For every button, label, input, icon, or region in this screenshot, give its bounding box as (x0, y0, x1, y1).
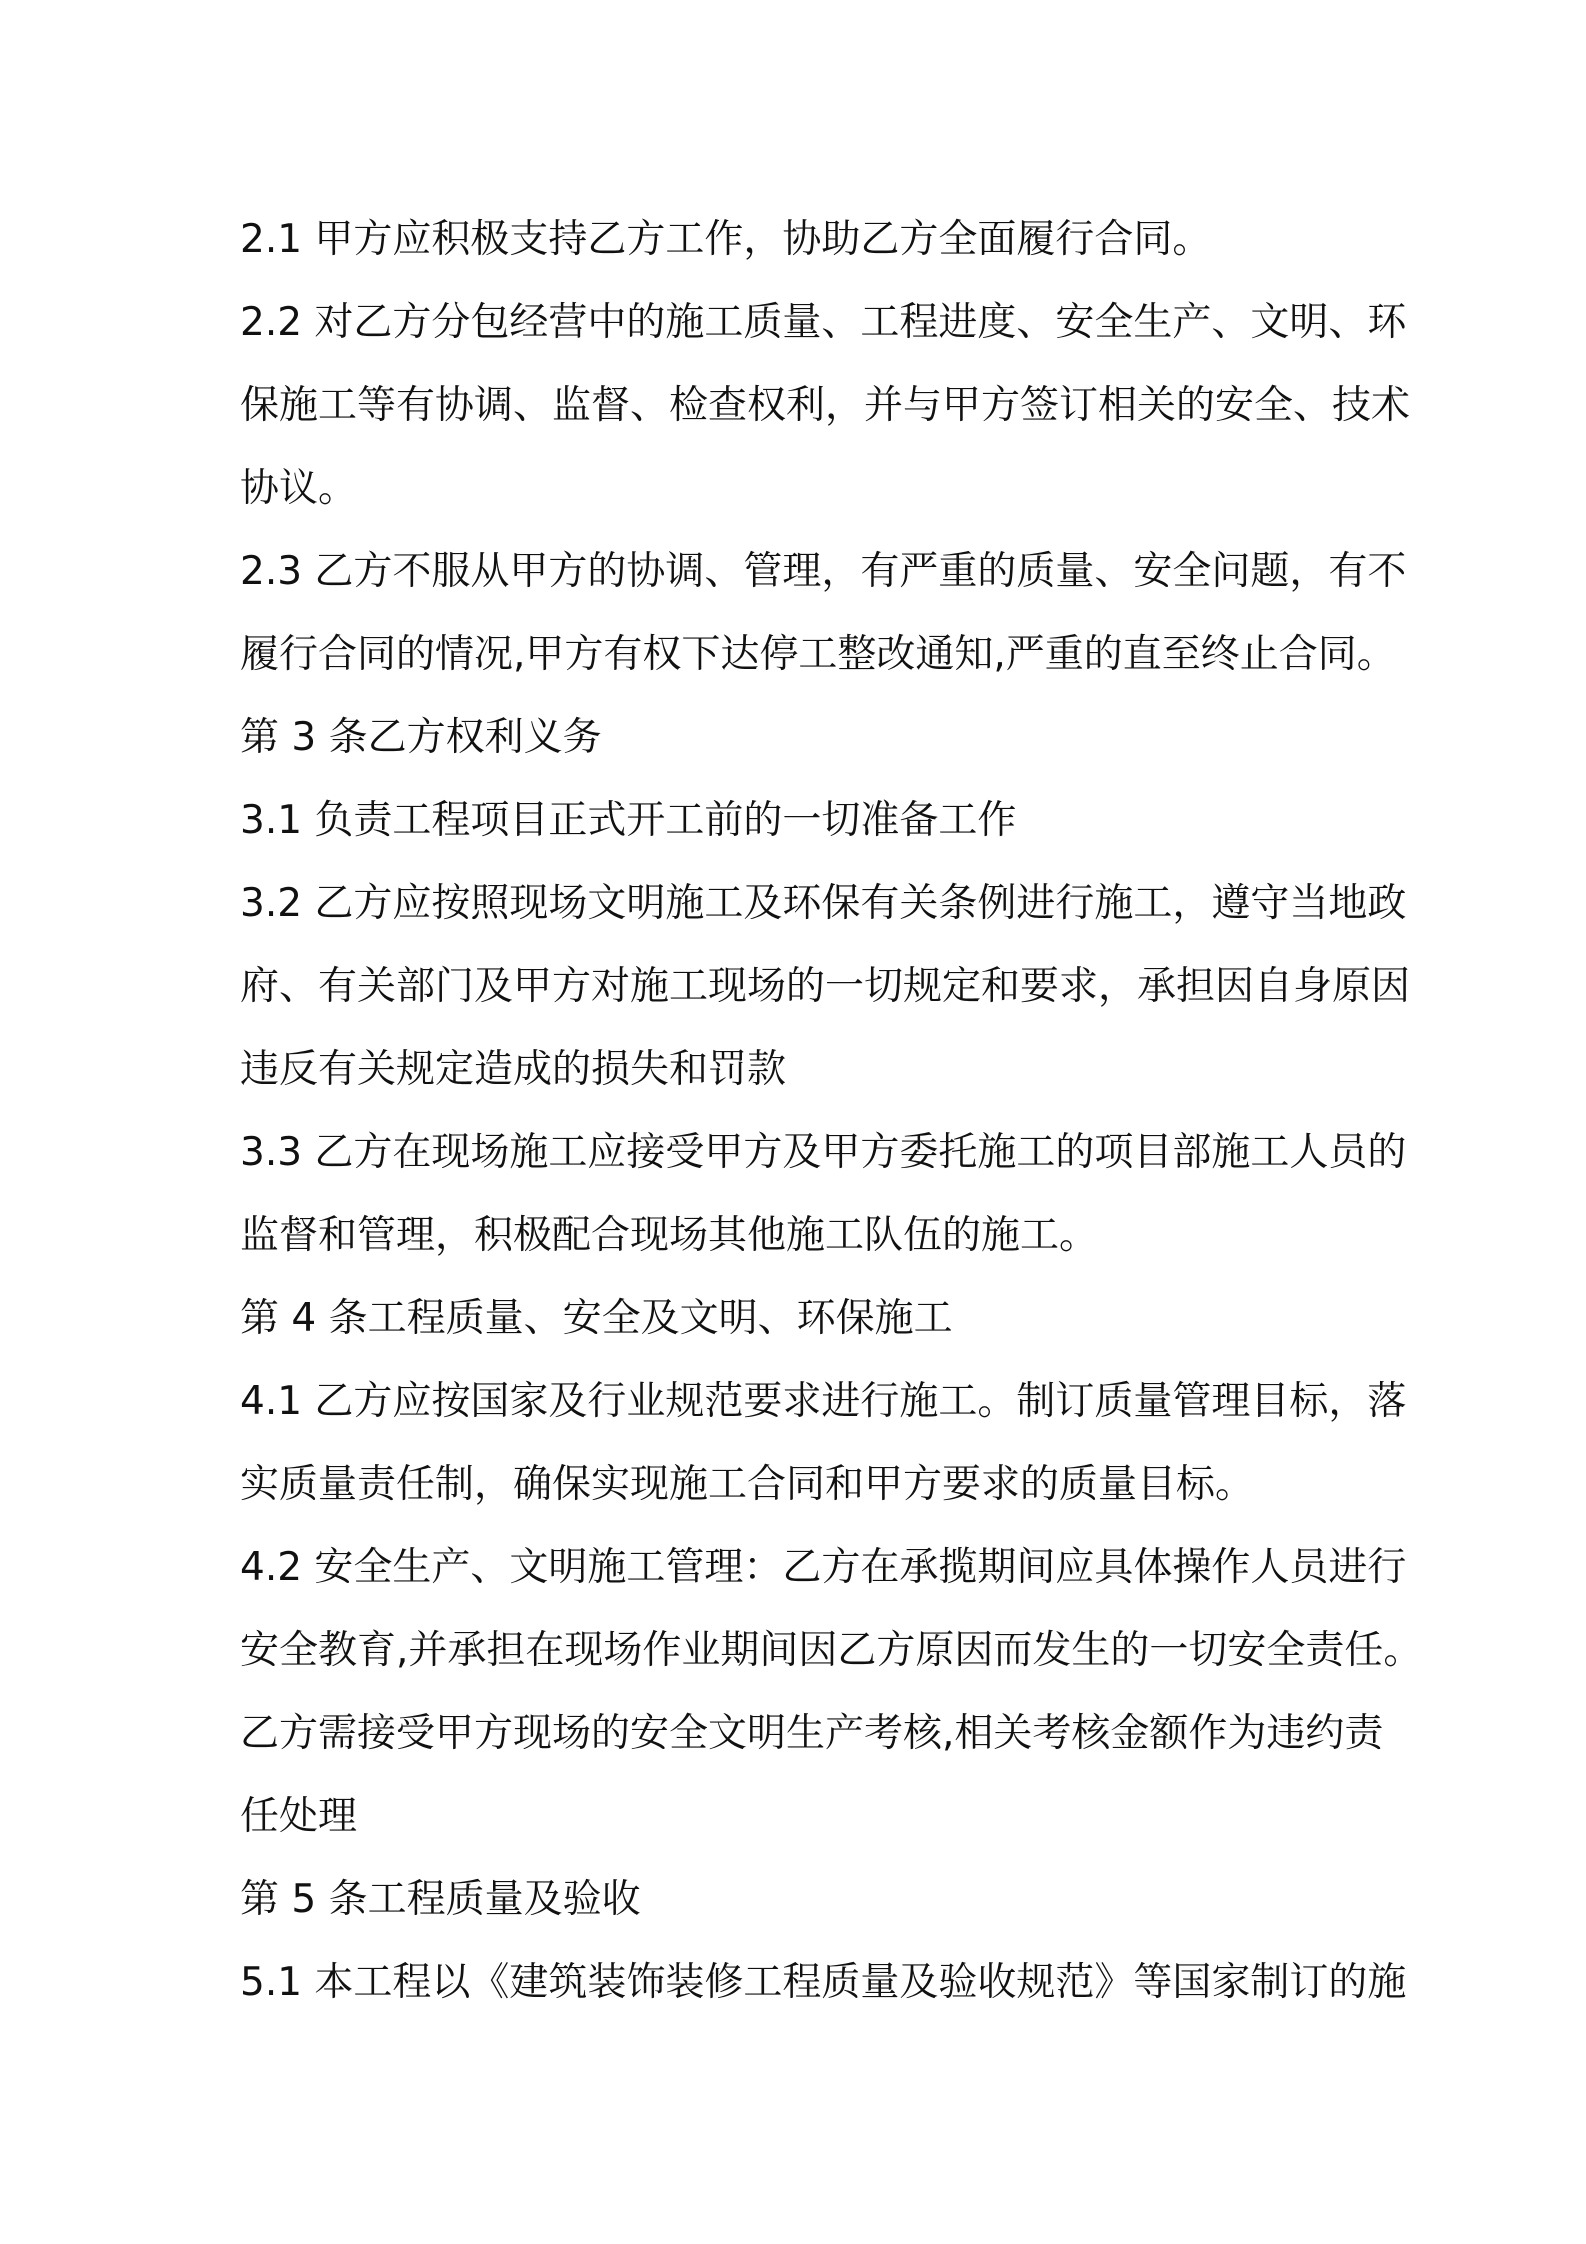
text-line: 2.2 对乙方分包经营中的施工质量、工程进度、安全生产、文明、环 (240, 300, 1407, 345)
text-line: 5.1 本工程以《建筑装饰装修工程质量及验收规范》等国家制订的施 (240, 1960, 1407, 2005)
text-line: 3.2 乙方应按照现场文明施工及环保有关条例进行施工，遵守当地政 (240, 881, 1407, 926)
text-line: 实质量责任制，确保实现施工合同和甲方要求的质量目标。 (240, 1462, 1255, 1507)
text-line: 2.3 乙方不服从甲方的协调、管理，有严重的质量、安全问题，有不 (240, 549, 1407, 594)
text-line: 4.1 乙方应按国家及行业规范要求进行施工。制订质量管理目标，落 (240, 1379, 1407, 1424)
text-line: 履行合同的情况,甲方有权下达停工整改通知,严重的直至终止合同。 (240, 632, 1396, 677)
section-heading: 第 5 条工程质量及验收 (240, 1877, 641, 1922)
document-body (240, 198, 1423, 2024)
text-line: 任处理 (240, 1794, 358, 1839)
text-line: 4.2 安全生产、文明施工管理：乙方在承揽期间应具体操作人员进行 (240, 1545, 1407, 1590)
text-line: 府、有关部门及甲方对施工现场的一切规定和要求，承担因自身原因 (240, 964, 1411, 1009)
section-heading: 第 3 条乙方权利义务 (240, 715, 602, 760)
text-line: 保施工等有协调、监督、检查权利，并与甲方签订相关的安全、技术 (240, 383, 1411, 428)
section-heading: 第 4 条工程质量、安全及文明、环保施工 (240, 1296, 953, 1341)
text-line: 监督和管理，积极配合现场其他施工队伍的施工。 (240, 1213, 1099, 1258)
text-line: 违反有关规定造成的损失和罚款 (240, 1047, 787, 1092)
text-line: 协议。 (240, 466, 358, 511)
text-line: 3.1 负责工程项目正式开工前的一切准备工作 (240, 798, 1017, 843)
text-line: 2.1 甲方应积极支持乙方工作，协助乙方全面履行合同。 (240, 217, 1212, 262)
text-line: 乙方需接受甲方现场的安全文明生产考核,相关考核金额作为违约责 (240, 1711, 1384, 1756)
text-line: 安全教育,并承担在现场作业期间因乙方原因而发生的一切安全责任。 (240, 1628, 1423, 1673)
text-line: 3.3 乙方在现场施工应接受甲方及甲方委托施工的项目部施工人员的 (240, 1130, 1407, 1175)
